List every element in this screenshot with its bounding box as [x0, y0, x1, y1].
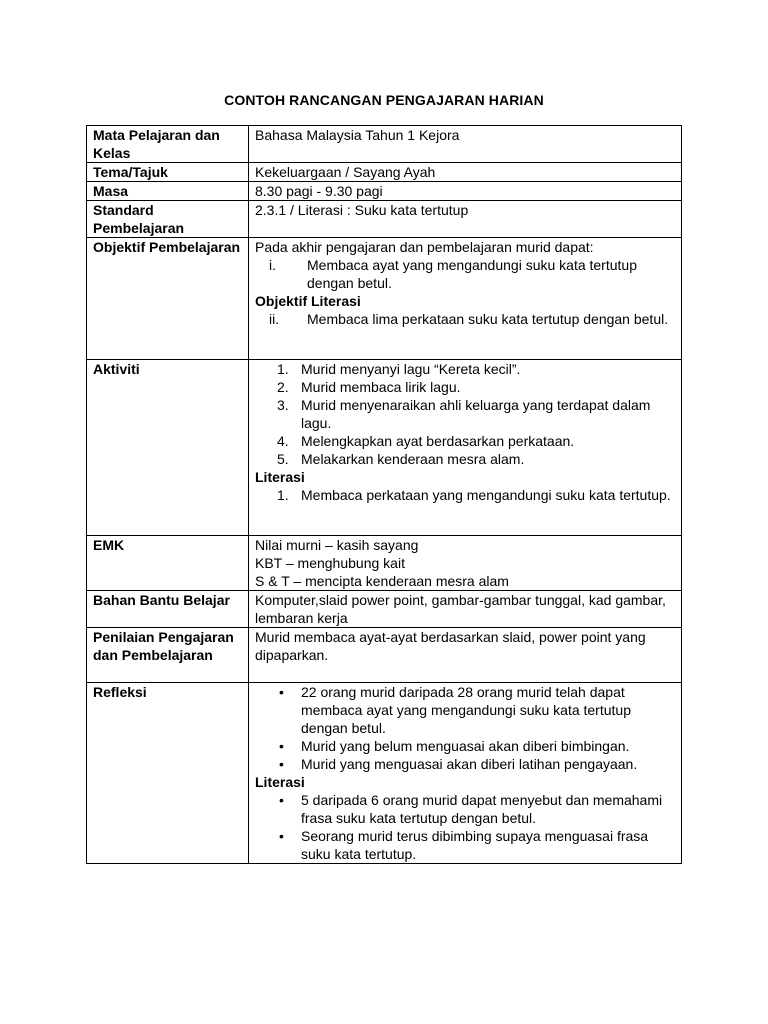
row-standard — [87, 201, 682, 238]
list-item — [277, 396, 675, 432]
list-marker: 5. — [277, 451, 289, 467]
row-penilaian — [87, 628, 682, 683]
row-label: Masa — [87, 182, 249, 201]
row-aktiviti — [87, 360, 682, 536]
row-label: Penilaian Pengajaran dan Pembelajaran — [87, 628, 249, 683]
list-item-text: Murid menyenaraikan ahli keluarga yang terdapat dalam lagu. — [301, 397, 651, 431]
row-value: Kekeluargaan / Sayang Ayah — [249, 163, 682, 182]
list-item-text: Murid membaca lirik lagu. — [301, 379, 461, 395]
list-marker: 4. — [277, 433, 289, 449]
row-label: Aktiviti — [87, 360, 249, 536]
list-item-text: Melengkapkan ayat berdasarkan perkataan. — [301, 433, 575, 449]
row-objektif — [87, 238, 682, 360]
list-marker: 2. — [277, 379, 289, 395]
row-refleksi — [87, 683, 682, 864]
list-item — [277, 360, 675, 378]
row-value: Komputer,slaid power point, gambar-gambar tunggal, kad gambar, lembaran kerja — [249, 591, 682, 628]
row-value: 8.30 pagi - 9.30 pagi — [249, 182, 682, 201]
row-label: Refleksi — [87, 683, 249, 864]
row-value — [249, 683, 682, 864]
row-tema — [87, 163, 682, 182]
objective-list — [255, 256, 675, 292]
literacy-objective-list — [255, 310, 675, 328]
list-marker: 3. — [277, 397, 289, 413]
emk-line: KBT – menghubung kait — [255, 555, 405, 571]
reflection-list — [255, 683, 675, 773]
row-bahan-bantu — [87, 591, 682, 628]
list-item — [277, 450, 675, 468]
row-label: EMK — [87, 536, 249, 591]
list-item-text: Murid yang menguasai akan diberi latihan pengayaan. — [301, 756, 638, 772]
list-item — [277, 755, 675, 773]
list-item — [269, 310, 675, 328]
list-item — [277, 683, 675, 737]
list-item — [277, 737, 675, 755]
bullet-icon: • — [279, 756, 284, 772]
row-value — [249, 360, 682, 536]
list-marker: i. — [269, 257, 276, 273]
row-label: Standard Pembelajaran — [87, 201, 249, 238]
row-emk — [87, 536, 682, 591]
row-value — [249, 536, 682, 591]
list-item — [277, 378, 675, 396]
row-label: Tema/Tajuk — [87, 163, 249, 182]
list-item-text: Membaca ayat yang mengandungi suku kata tertutup dengan betul. — [307, 257, 637, 291]
row-label: Bahan Bantu Belajar — [87, 591, 249, 628]
emk-line: S & T – mencipta kenderaan mesra alam — [255, 573, 509, 589]
list-item — [277, 486, 675, 504]
list-item-text: Seorang murid terus dibimbing supaya menguasai frasa suku kata tertutup. — [301, 828, 649, 862]
bullet-icon: • — [279, 738, 284, 754]
bullet-icon: • — [279, 828, 284, 844]
list-item-text: Membaca lima perkataan suku kata tertutup dengan betul. — [307, 311, 669, 327]
sub-heading: Literasi — [255, 469, 305, 485]
list-item — [277, 432, 675, 450]
literacy-reflection-list — [255, 791, 675, 863]
document-title: CONTOH RANCANGAN PENGAJARAN HARIAN — [224, 92, 544, 108]
list-marker: 1. — [277, 361, 289, 377]
objective-intro: Pada akhir pengajaran dan pembelajaran murid dapat: — [255, 239, 594, 255]
list-marker: ii. — [269, 311, 280, 327]
list-item-text: Melakarkan kenderaan mesra alam. — [301, 451, 525, 467]
row-value — [249, 238, 682, 360]
list-item-text: Murid menyanyi lagu “Kereta kecil”. — [301, 361, 521, 377]
list-item-text: Membaca perkataan yang mengandungi suku kata tertutup. — [301, 487, 671, 503]
emk-line: Nilai murni – kasih sayang — [255, 537, 419, 553]
list-item — [277, 791, 675, 827]
list-item — [277, 827, 675, 863]
activity-list — [255, 360, 675, 468]
list-item-text: 22 orang murid daripada 28 orang murid telah dapat membaca ayat yang mengandungi suku kata tertutup dengan betul. — [301, 684, 631, 736]
sub-heading: Objektif Literasi — [255, 293, 361, 309]
list-marker: 1. — [277, 487, 289, 503]
row-mata-pelajaran — [87, 126, 682, 163]
row-label: Objektif Pembelajaran — [87, 238, 249, 360]
lesson-plan-table — [86, 125, 682, 864]
list-item-text: Murid yang belum menguasai akan diberi bimbingan. — [301, 738, 630, 754]
bullet-icon: • — [279, 792, 284, 808]
row-value: Bahasa Malaysia Tahun 1 Kejora — [249, 126, 682, 163]
literacy-activity-list — [255, 486, 675, 504]
bullet-icon: • — [279, 684, 284, 700]
sub-heading: Literasi — [255, 774, 305, 790]
list-item-text: 5 daripada 6 orang murid dapat menyebut dan memahami frasa suku kata tertutup dengan betul. — [301, 792, 663, 826]
row-label: Mata Pelajaran dan Kelas — [87, 126, 249, 163]
row-value: Murid membaca ayat-ayat berdasarkan slaid, power point yang dipaparkan. — [249, 628, 682, 683]
row-masa — [87, 182, 682, 201]
list-item — [269, 256, 675, 292]
row-value: 2.3.1 / Literasi : Suku kata tertutup — [249, 201, 682, 238]
